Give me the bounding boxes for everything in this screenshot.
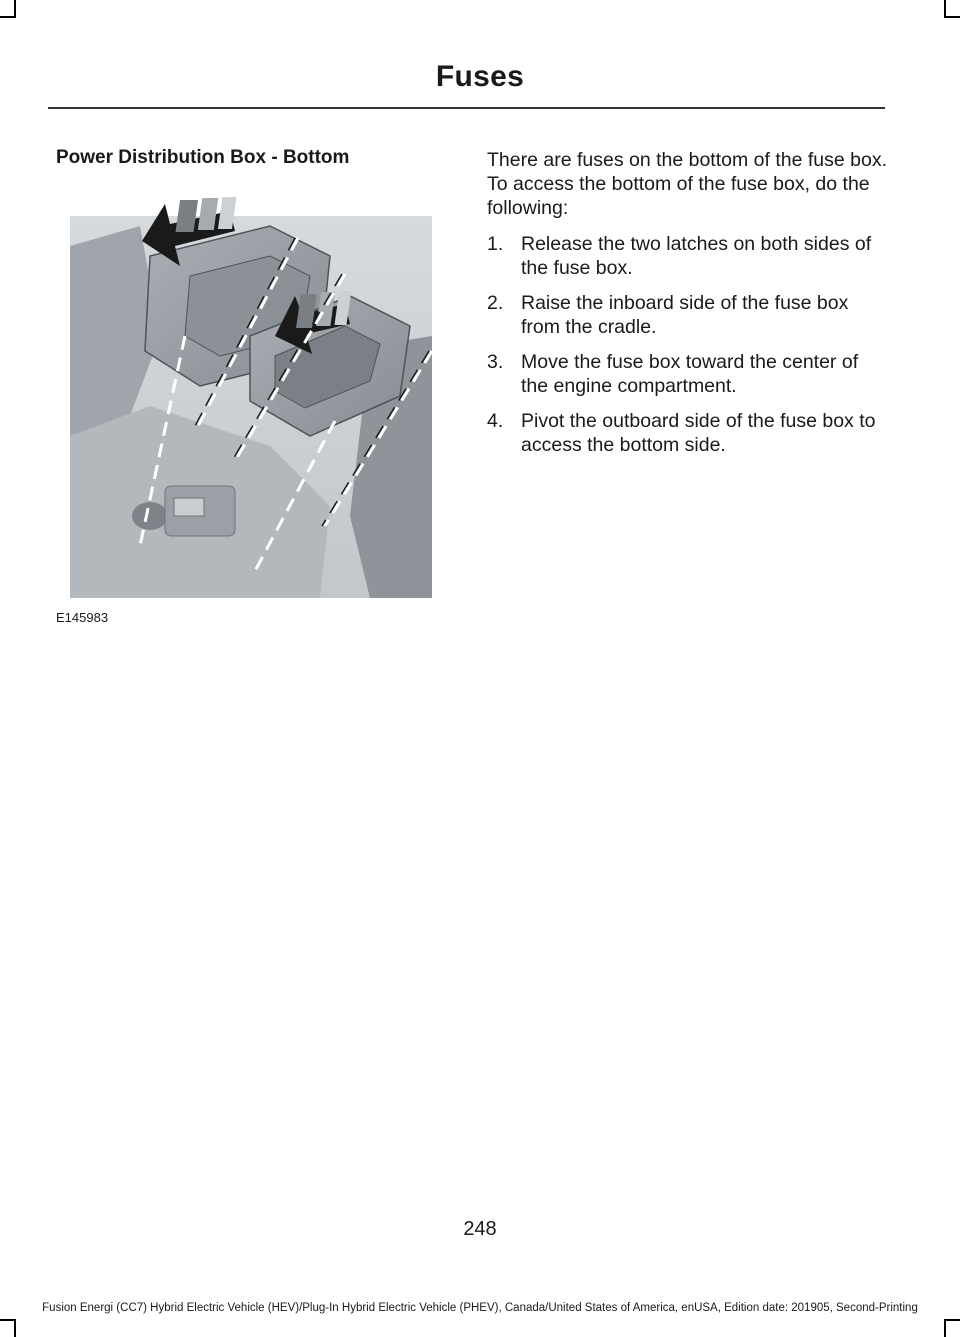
- list-item: [487, 232, 887, 280]
- intro-paragraph: There are fuses on the bottom of the fuse box. To access the bottom of the fuse box, do the following:: [487, 149, 887, 219]
- step-number: 4.: [487, 410, 504, 432]
- fuse-box-illustration: [70, 186, 432, 598]
- instructions-column: [487, 148, 887, 468]
- page-number: 248: [463, 1218, 497, 1240]
- crop-mark-bottom-left-h: [0, 1319, 16, 1321]
- step-number: 3.: [487, 351, 504, 373]
- list-item: [487, 409, 887, 457]
- crop-mark-bottom-right-v: [944, 1319, 946, 1337]
- bay-module-label: [174, 498, 204, 516]
- figure-id: E145983: [56, 610, 109, 625]
- step-number: 2.: [487, 292, 504, 314]
- footer-text: Fusion Energi (CC7) Hybrid Electric Vehicle (HEV)/Plug-In Hybrid Electric Vehicle (PHEV), Canada/United States of America, enUSA, Edition date: 201905, Second-Printing: [42, 1302, 918, 1314]
- section-heading: Power Distribution Box - Bottom: [56, 147, 350, 168]
- page-title: Fuses: [435, 60, 525, 93]
- crop-mark-top-right-h: [944, 16, 960, 18]
- list-item: [487, 291, 887, 339]
- crop-mark-bottom-left-v: [14, 1319, 16, 1337]
- header-rule: [48, 107, 885, 109]
- steps-list: [487, 232, 887, 457]
- step-text: Raise the inboard side of the fuse box from the cradle.: [521, 292, 849, 338]
- step-text: Pivot the outboard side of the fuse box to access the bottom side.: [521, 410, 876, 456]
- crop-mark-bottom-right-h: [944, 1319, 960, 1321]
- crop-mark-top-left-h: [0, 16, 16, 18]
- step-text: Move the fuse box toward the center of the engine compartment.: [521, 351, 859, 397]
- step-number: 1.: [487, 233, 504, 255]
- list-item: [487, 350, 887, 398]
- step-text: Release the two latches on both sides of the fuse box.: [521, 233, 872, 279]
- bay-component: [132, 502, 168, 530]
